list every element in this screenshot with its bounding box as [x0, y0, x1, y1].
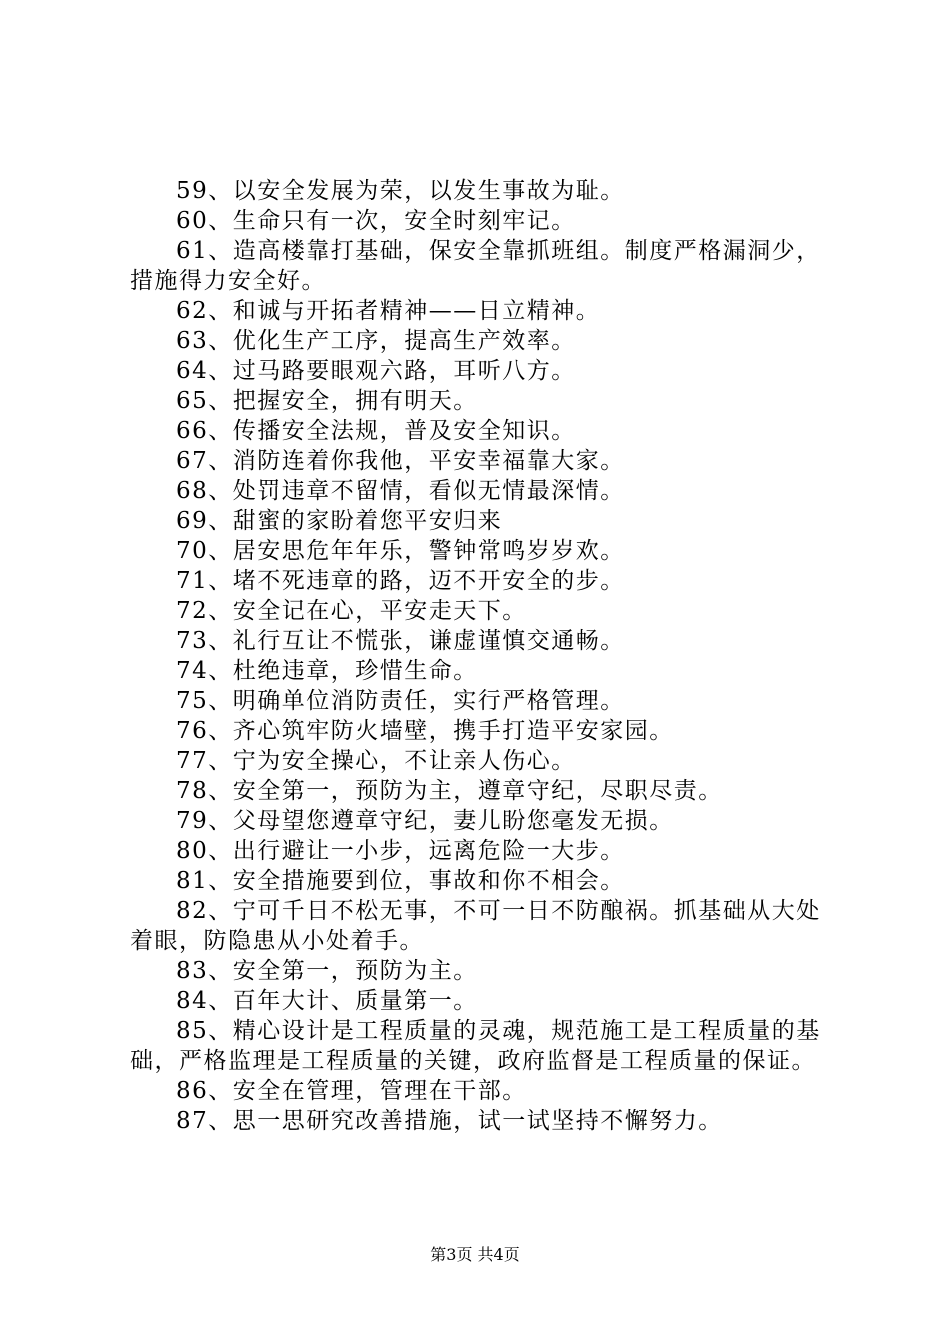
paragraph-70: 70、居安思危年年乐，警钟常鸣岁岁欢。 [176, 538, 625, 564]
paragraph-84: 84、百年大计、质量第一。 [176, 988, 478, 1014]
document-body [130, 176, 840, 1136]
paragraph-81: 81、安全措施要到位，事故和你不相会。 [176, 868, 625, 894]
paragraph-80: 80、出行避让一小步，远离危险一大步。 [176, 838, 625, 864]
paragraph-73: 73、礼行互让不慌张，谦虚谨慎交通畅。 [176, 628, 625, 654]
paragraph-76: 76、齐心筑牢防火墙壁，携手打造平安家园。 [176, 718, 674, 744]
paragraph-79: 79、父母望您遵章守纪，妻儿盼您毫发无损。 [176, 808, 674, 834]
paragraph-71: 71、堵不死违章的路，迈不开安全的步。 [176, 568, 625, 594]
paragraph-68: 68、处罚违章不留情，看似无情最深情。 [176, 478, 625, 504]
paragraph-67: 67、消防连着你我他，平安幸福靠大家。 [176, 448, 625, 474]
paragraph-77: 77、宁为安全操心，不让亲人伤心。 [176, 748, 576, 774]
paragraph-75: 75、明确单位消防责任，实行严格管理。 [176, 688, 625, 714]
paragraph-86: 86、安全在管理，管理在干部。 [176, 1078, 527, 1104]
paragraph-82: 82、宁可千日不松无事，不可一日不防酿祸。抓基础从大处着眼，防隐患从小处着手。 [130, 898, 821, 954]
paragraph-85: 85、精心设计是工程质量的灵魂，规范施工是工程质量的基础，严格监理是工程质量的关键，政府监督是工程质量的保证。 [130, 1018, 821, 1074]
paragraph-78: 78、安全第一，预防为主，遵章守纪，尽职尽责。 [176, 778, 723, 804]
page-footer [0, 1245, 950, 1265]
page-number-label: 第3页 共4页 [430, 1245, 520, 1264]
paragraph-74: 74、杜绝违章，珍惜生命。 [176, 658, 478, 684]
paragraph-69: 69、甜蜜的家盼着您平安归来 [176, 508, 503, 534]
paragraph-65: 65、把握安全，拥有明天。 [176, 388, 478, 414]
paragraph-64: 64、过马路要眼观六路，耳听八方。 [176, 358, 576, 384]
paragraph-62: 62、和诚与开拓者精神——日立精神。 [176, 298, 601, 324]
paragraph-59: 59、以安全发展为荣，以发生事故为耻。 [176, 178, 625, 204]
paragraph-72: 72、安全记在心，平安走天下。 [176, 598, 527, 624]
paragraph-66: 66、传播安全法规，普及安全知识。 [176, 418, 576, 444]
paragraph-87: 87、思一思研究改善措施，试一试坚持不懈努力。 [176, 1108, 723, 1134]
paragraph-83: 83、安全第一，预防为主。 [176, 958, 478, 984]
paragraph-63: 63、优化生产工序，提高生产效率。 [176, 328, 576, 354]
paragraph-60: 60、生命只有一次，安全时刻牢记。 [176, 208, 576, 234]
paragraph-61: 61、造高楼靠打基础，保安全靠抓班组。制度严格漏洞少，措施得力安全好。 [130, 238, 821, 294]
